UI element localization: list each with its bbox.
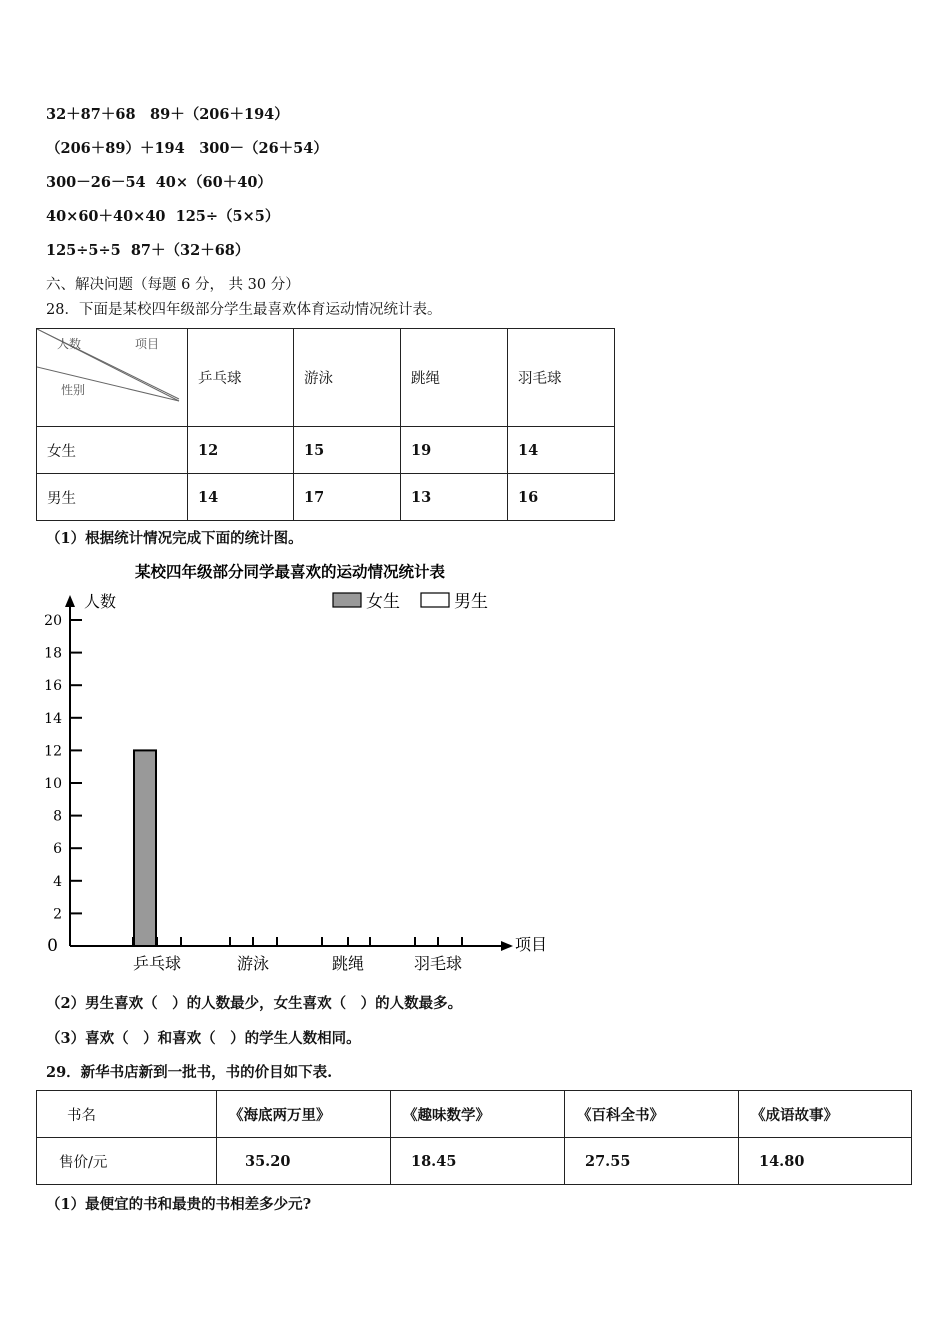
y-tick-label: 8 (53, 808, 62, 825)
table-row (37, 427, 615, 474)
x-tick-label: 跳绳 (331, 954, 365, 973)
row-label: 男生 (37, 474, 188, 521)
table-cell: 售价/元 (37, 1138, 217, 1185)
x-tick-label: 游泳 (236, 954, 270, 973)
y-tick-label: 18 (44, 645, 62, 662)
q28-sub2: （2）男生喜欢（ ）的人数最少，女生喜欢（ ）的人数最多。 (46, 995, 463, 1012)
q29-table (36, 1090, 912, 1185)
bar (134, 750, 156, 946)
calc-line: （206＋89）＋194 300－（26＋54） (46, 140, 328, 157)
table-row (37, 1138, 912, 1185)
sport-header: 乒乓球 (188, 329, 294, 427)
y-tick-label: 0 (47, 936, 58, 956)
y-axis-label: 人数 (84, 592, 117, 611)
table-cell: 《成语故事》 (739, 1091, 912, 1138)
x-axis-label: 项目 (515, 935, 548, 954)
x-tick-label: 乒乓球 (132, 954, 182, 973)
bar-chart (0, 555, 600, 980)
table-cell: 16 (508, 474, 615, 521)
table-cell: 《百科全书》 (565, 1091, 739, 1138)
diag-label-item: 项目 (135, 337, 160, 351)
table-cell: 《海底两万里》 (217, 1091, 391, 1138)
y-axis-arrow-icon (65, 595, 75, 607)
x-tick-label: 羽毛球 (413, 954, 463, 973)
table-cell: 27.55 (565, 1138, 739, 1185)
table-cell: 18.45 (391, 1138, 565, 1185)
q28-table (36, 328, 615, 521)
diagonal-header-cell (37, 329, 188, 427)
calc-line: 300－26－54 40×（60＋40） (46, 174, 272, 191)
y-tick-label: 16 (44, 678, 62, 695)
y-tick-label: 14 (44, 710, 62, 727)
row-label: 女生 (37, 427, 188, 474)
q28-sub3: （3）喜欢（ ）和喜欢（ ）的学生人数相同。 (46, 1030, 361, 1047)
diag-label-count: 人数 (57, 337, 82, 351)
sport-header: 跳绳 (401, 329, 508, 427)
legend-swatch (333, 593, 361, 607)
legend-swatch (421, 593, 449, 607)
q28-stem: 28．下面是某校四年级部分学生最喜欢体育运动情况统计表。 (46, 302, 442, 318)
q29-sub1: （1）最便宜的书和最贵的书相差多少元? (46, 1196, 312, 1213)
chart-title: 某校四年级部分同学最喜欢的运动情况统计表 (134, 562, 446, 581)
legend-label: 女生 (366, 592, 400, 612)
table-cell: 12 (188, 427, 294, 474)
table-cell: 书名 (37, 1091, 217, 1138)
diag-label-gender: 性别 (61, 383, 86, 397)
table-cell: 《趣味数学》 (391, 1091, 565, 1138)
table-cell: 14 (188, 474, 294, 521)
sport-header: 羽毛球 (508, 329, 615, 427)
table-cell: 19 (401, 427, 508, 474)
table-cell: 35.20 (217, 1138, 391, 1185)
table-cell: 14 (508, 427, 615, 474)
q29-stem: 29．新华书店新到一批书，书的价目如下表. (46, 1064, 333, 1081)
table-row (37, 474, 615, 521)
table-row (37, 1091, 912, 1138)
calc-line: 40×60＋40×40 125÷（5×5） (46, 208, 280, 225)
y-tick-label: 12 (44, 743, 62, 760)
x-axis-arrow-icon (501, 941, 513, 951)
table-cell: 17 (294, 474, 401, 521)
legend-label: 男生 (454, 592, 488, 612)
q28-sub1: （1）根据统计情况完成下面的统计图。 (46, 530, 303, 547)
y-tick-label: 2 (53, 906, 62, 923)
y-tick-label: 20 (44, 613, 62, 629)
sport-header: 游泳 (294, 329, 401, 427)
table-cell: 13 (401, 474, 508, 521)
y-tick-label: 10 (44, 776, 62, 792)
section-title: 六、解决问题（每题 6 分， 共 30 分） (46, 277, 300, 293)
table-cell: 15 (294, 427, 401, 474)
table-cell: 14.80 (739, 1138, 912, 1185)
y-tick-label: 4 (53, 873, 62, 890)
calc-line: 125÷5÷5 87＋（32＋68） (46, 242, 250, 259)
calc-line: 32＋87＋68 89＋（206＋194） (46, 106, 289, 123)
y-tick-label: 6 (53, 841, 62, 858)
